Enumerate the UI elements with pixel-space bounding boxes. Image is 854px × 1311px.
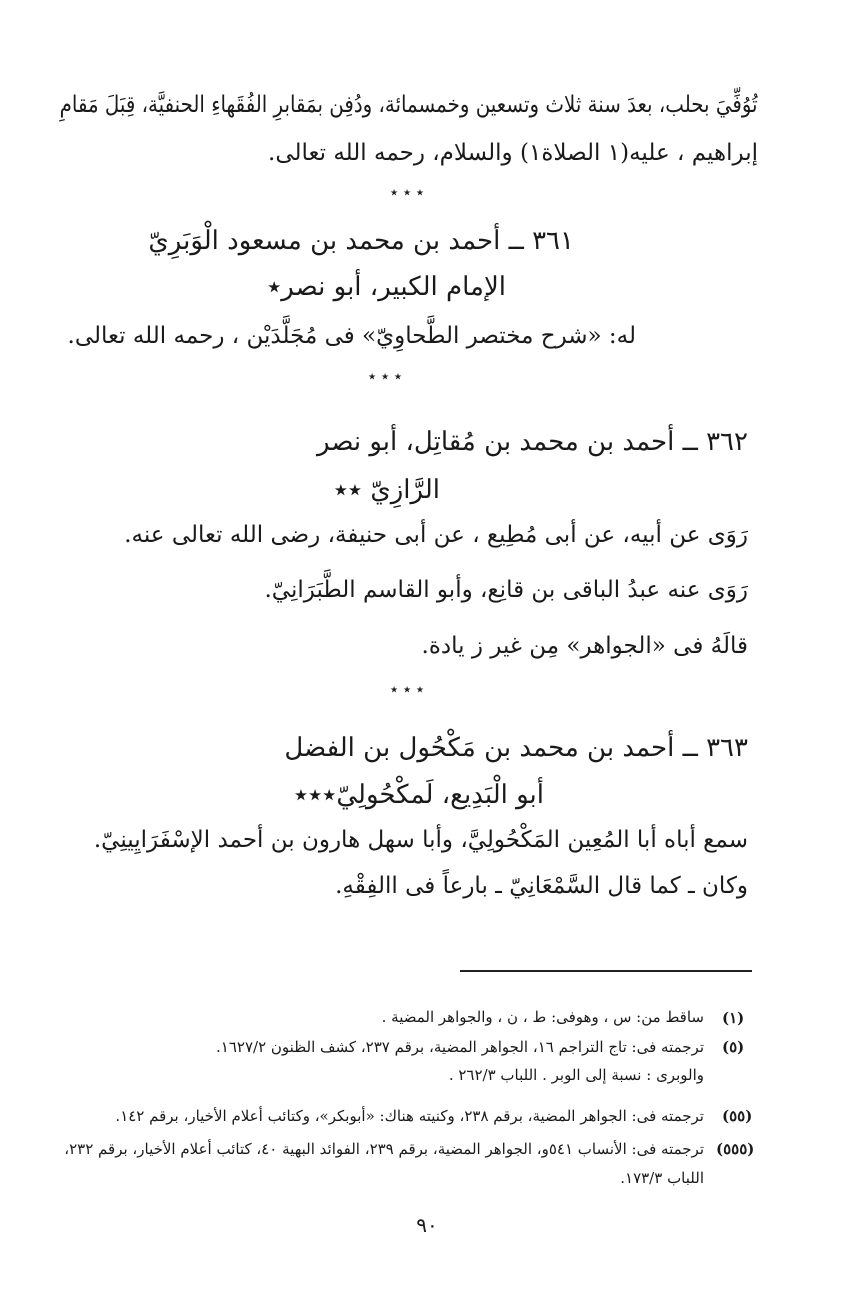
footnote-2-text-1: ترجمته فى: تاج التراجم ١٦، الجواهر المضية، برقم ٢٣٧، كشف الظنون ١٦٢٧/٢. — [216, 1038, 704, 1056]
footnote-3-marker: (٥٥) — [722, 1107, 753, 1125]
footnote-4-marker: (٥٥٥) — [716, 1140, 755, 1158]
page-number: ٩٠ — [416, 1213, 438, 1237]
section-separator: ٭ ٭ ٭ — [390, 680, 425, 698]
entry-362-subheading: الرَّازِيّ ٭٭ — [333, 475, 440, 505]
footnote-1-marker: (١) — [722, 1009, 745, 1027]
entry-363-text-2: وكان ـ كما قال السَّمْعَانِيّ ـ بارعاً فى االفِقْهِ. — [335, 873, 748, 899]
footnote-separator-rule — [460, 970, 752, 972]
entry-362-heading: ٣٦٢ ــ أحمد بن محمد بن مُقاتِل، أبو نصر — [316, 427, 748, 457]
entry-362-text-2: رَوَى عنه عبدُ الباقى بن قانِع، وأبو القاسم الطَّبَرَانِيّ. — [264, 577, 748, 603]
footnote-1-text: ساقط من: س ، وهوفى: ط ، ن ، والجواهر المضية . — [381, 1008, 704, 1026]
footnote-2-text-2: والوبرى : نسبة إلى الوبر . اللباب ٢٦٢/٣ . — [448, 1066, 704, 1084]
entry-361-heading: ٣٦١ ــ أحمد بن محمد بن مسعود الْوَبَرِيّ — [148, 226, 574, 256]
intro-line-1: تُوُفِّيَ بحلب، بعدَ سنة ثلاث وتسعين وخمسمائة، ودُفِن بمَقابرِ الفُقَهاءِ الحنفيَّة، قِبَلَ مَقامِ — [60, 92, 758, 118]
footnote-4-text-1: ترجمته فى: الأنساب ٥٤١و، الجواهر المضية، برقم ٢٣٩، الفوائد البهية ٤٠، كتائب أعلام الأخيار، برقم ٢٣٢، — [64, 1140, 704, 1158]
section-separator: ٭ ٭ ٭ — [390, 183, 425, 201]
intro-line-2: إبراهيم ، عليه(١ الصلاة١) والسلام، رحمه الله تعالى. — [268, 140, 758, 166]
entry-363-heading: ٣٦٣ ــ أحمد بن محمد بن مَكْحُول بن الفضل — [284, 733, 748, 763]
entry-362-text-1: رَوَى عن أبيه، عن أبى مُطِيع ، عن أبى حنيفة، رضى الله تعالى عنه. — [124, 522, 748, 548]
footnote-2-marker: (٥) — [722, 1038, 745, 1056]
entry-361-subheading: الإمام الكبير، أبو نصر٭ — [267, 272, 506, 302]
entry-361-text: له: «شرح مختصر الطَّحاوِيّ» فى مُجَلَّدَيْن ، رحمه الله تعالى. — [67, 323, 636, 349]
section-separator: ٭ ٭ ٭ — [368, 367, 403, 385]
footnote-4-text-2: اللباب ١٧٣/٣. — [620, 1169, 704, 1187]
entry-363-subheading: أبو الْبَدِيع، لَمكْحُولِيّ٭٭٭ — [293, 780, 544, 810]
entry-362-text-3: قالَهُ فى «الجواهر» مِن غير ز يادة. — [421, 633, 748, 659]
entry-363-text-1: سمع أباه أبا المُعِين المَكْحُولِيَّ، وأبا سهل هارون بن أحمد الإسْفَرَايِينِيّ. — [93, 827, 748, 853]
footnote-3-text: ترجمته فى: الجواهر المضية، برقم ٢٣٨، وكنيته هناك: «أبوبكر»، وكتائب أعلام الأخيار، برقم ١٤٢. — [115, 1107, 704, 1125]
